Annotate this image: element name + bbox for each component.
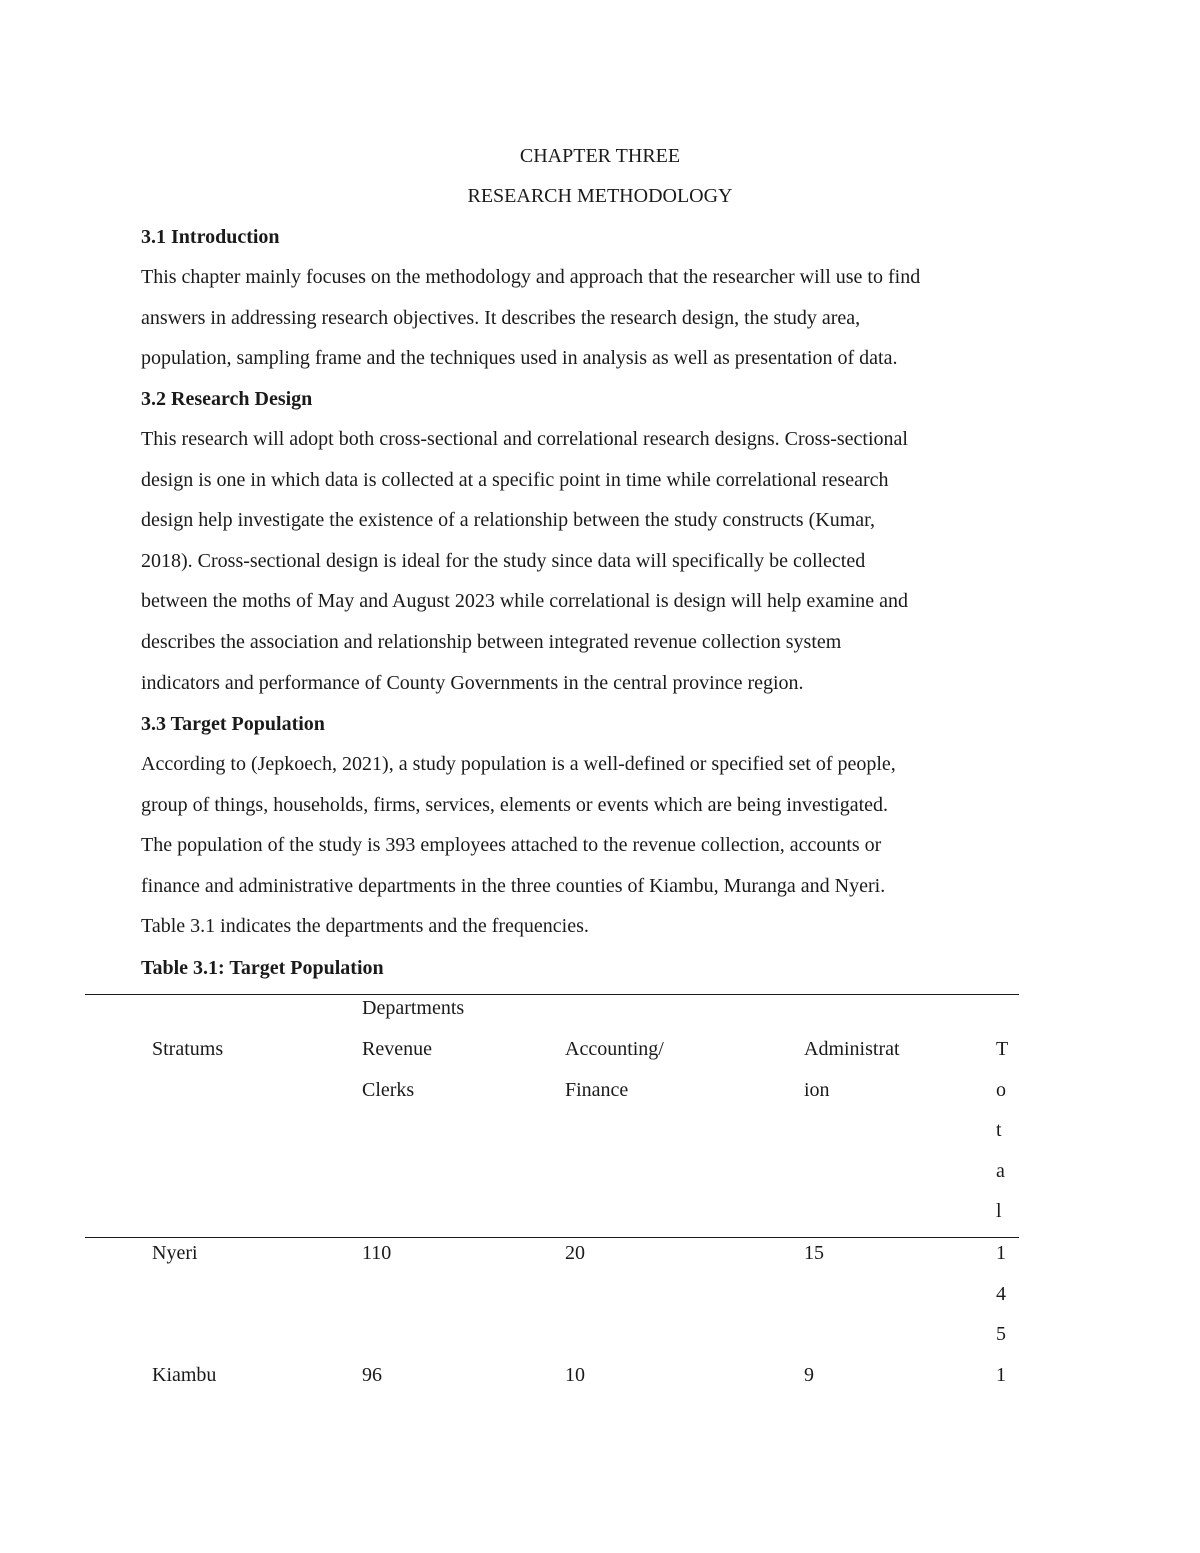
section-body-target-population [141, 744, 1081, 947]
paragraph-line: finance and administrative departments in the three counties of Kiambu, Muranga and Nyeri. [141, 874, 886, 897]
table-group-header: Departments [362, 997, 465, 1019]
header-line: Finance [565, 1078, 629, 1101]
section-heading-target-population: 3.3 Target Population [141, 713, 325, 735]
cell-stratum: Nyeri [152, 1242, 198, 1264]
column-header-administration [804, 1029, 900, 1110]
paragraph-line: This research will adopt both cross-sectional and correlational research designs. Cross-sectional [141, 428, 908, 450]
paragraph-line: answers in addressing research objectives. It describes the research design, the study area, [141, 306, 861, 329]
cell-administration: 15 [804, 1242, 824, 1264]
paragraph-line: 2018). Cross-sectional design is ideal for the study since data will specifically be collected [141, 549, 866, 572]
chapter-number: CHAPTER THREE [519, 145, 681, 167]
cell-total [996, 1233, 1016, 1355]
header-line: Accounting/ [565, 1038, 664, 1060]
column-header-accounting-finance [565, 1029, 664, 1110]
cell-stratum: Kiambu [152, 1364, 217, 1386]
paragraph-line: According to (Jepkoech, 2021), a study population is a well-defined or specified set of people, [141, 753, 896, 775]
paragraph-line: indicators and performance of County Governments in the central province region. [141, 671, 804, 694]
column-header-stratum: Stratums [152, 1038, 224, 1060]
header-letter: T [996, 1038, 1009, 1060]
cell-revenue-clerks: 96 [362, 1364, 382, 1386]
paragraph-line: Table 3.1 indicates the departments and the frequencies. [141, 915, 589, 938]
section-body-research-design [141, 419, 1081, 703]
table-top-rule [85, 994, 1019, 995]
header-letter: o [996, 1078, 1006, 1101]
paragraph-line: This chapter mainly focuses on the methodology and approach that the researcher will use to find [141, 266, 921, 288]
column-header-revenue-clerks [362, 1029, 432, 1110]
paragraph-line: describes the association and relationship between integrated revenue collection system [141, 630, 842, 653]
cell-accounting-finance: 20 [565, 1242, 585, 1264]
total-digit: 4 [996, 1282, 1006, 1305]
paragraph-line: population, sampling frame and the techniques used in analysis as well as presentation of data. [141, 347, 898, 370]
section-heading-introduction: 3.1 Introduction [141, 226, 280, 248]
header-letter: t [996, 1119, 1002, 1142]
cell-accounting-finance: 10 [565, 1364, 585, 1386]
header-line: Revenue [362, 1038, 432, 1060]
paragraph-line: design is one in which data is collected at a specific point in time while correlational research [141, 468, 889, 491]
paragraph-line: design help investigate the existence of a relationship between the study constructs (Kumar, [141, 509, 875, 532]
column-header-total [996, 1029, 1016, 1232]
cell-total [996, 1355, 1016, 1396]
cell-revenue-clerks: 110 [362, 1242, 392, 1264]
table-header-rule [85, 1237, 1019, 1238]
section-body-introduction [141, 257, 1081, 379]
total-digit: 1 [996, 1364, 1006, 1386]
cell-administration: 9 [804, 1364, 814, 1386]
total-digit: 1 [996, 1242, 1006, 1264]
section-heading-research-design: 3.2 Research Design [141, 388, 313, 410]
table-caption: Table 3.1: Target Population [141, 957, 384, 979]
chapter-title: RESEARCH METHODOLOGY [467, 185, 733, 207]
paragraph-line: The population of the study is 393 employees attached to the revenue collection, accounts or [141, 834, 882, 857]
header-letter: a [996, 1159, 1005, 1182]
paragraph-line: between the moths of May and August 2023 while correlational is design will help examine and [141, 590, 909, 613]
header-line: Clerks [362, 1078, 415, 1101]
total-digit: 5 [996, 1323, 1006, 1346]
header-line: ion [804, 1078, 830, 1101]
header-line: Administrat [804, 1038, 900, 1060]
header-letter: l [996, 1200, 1002, 1223]
paragraph-line: group of things, households, firms, services, elements or events which are being investigated. [141, 793, 889, 816]
